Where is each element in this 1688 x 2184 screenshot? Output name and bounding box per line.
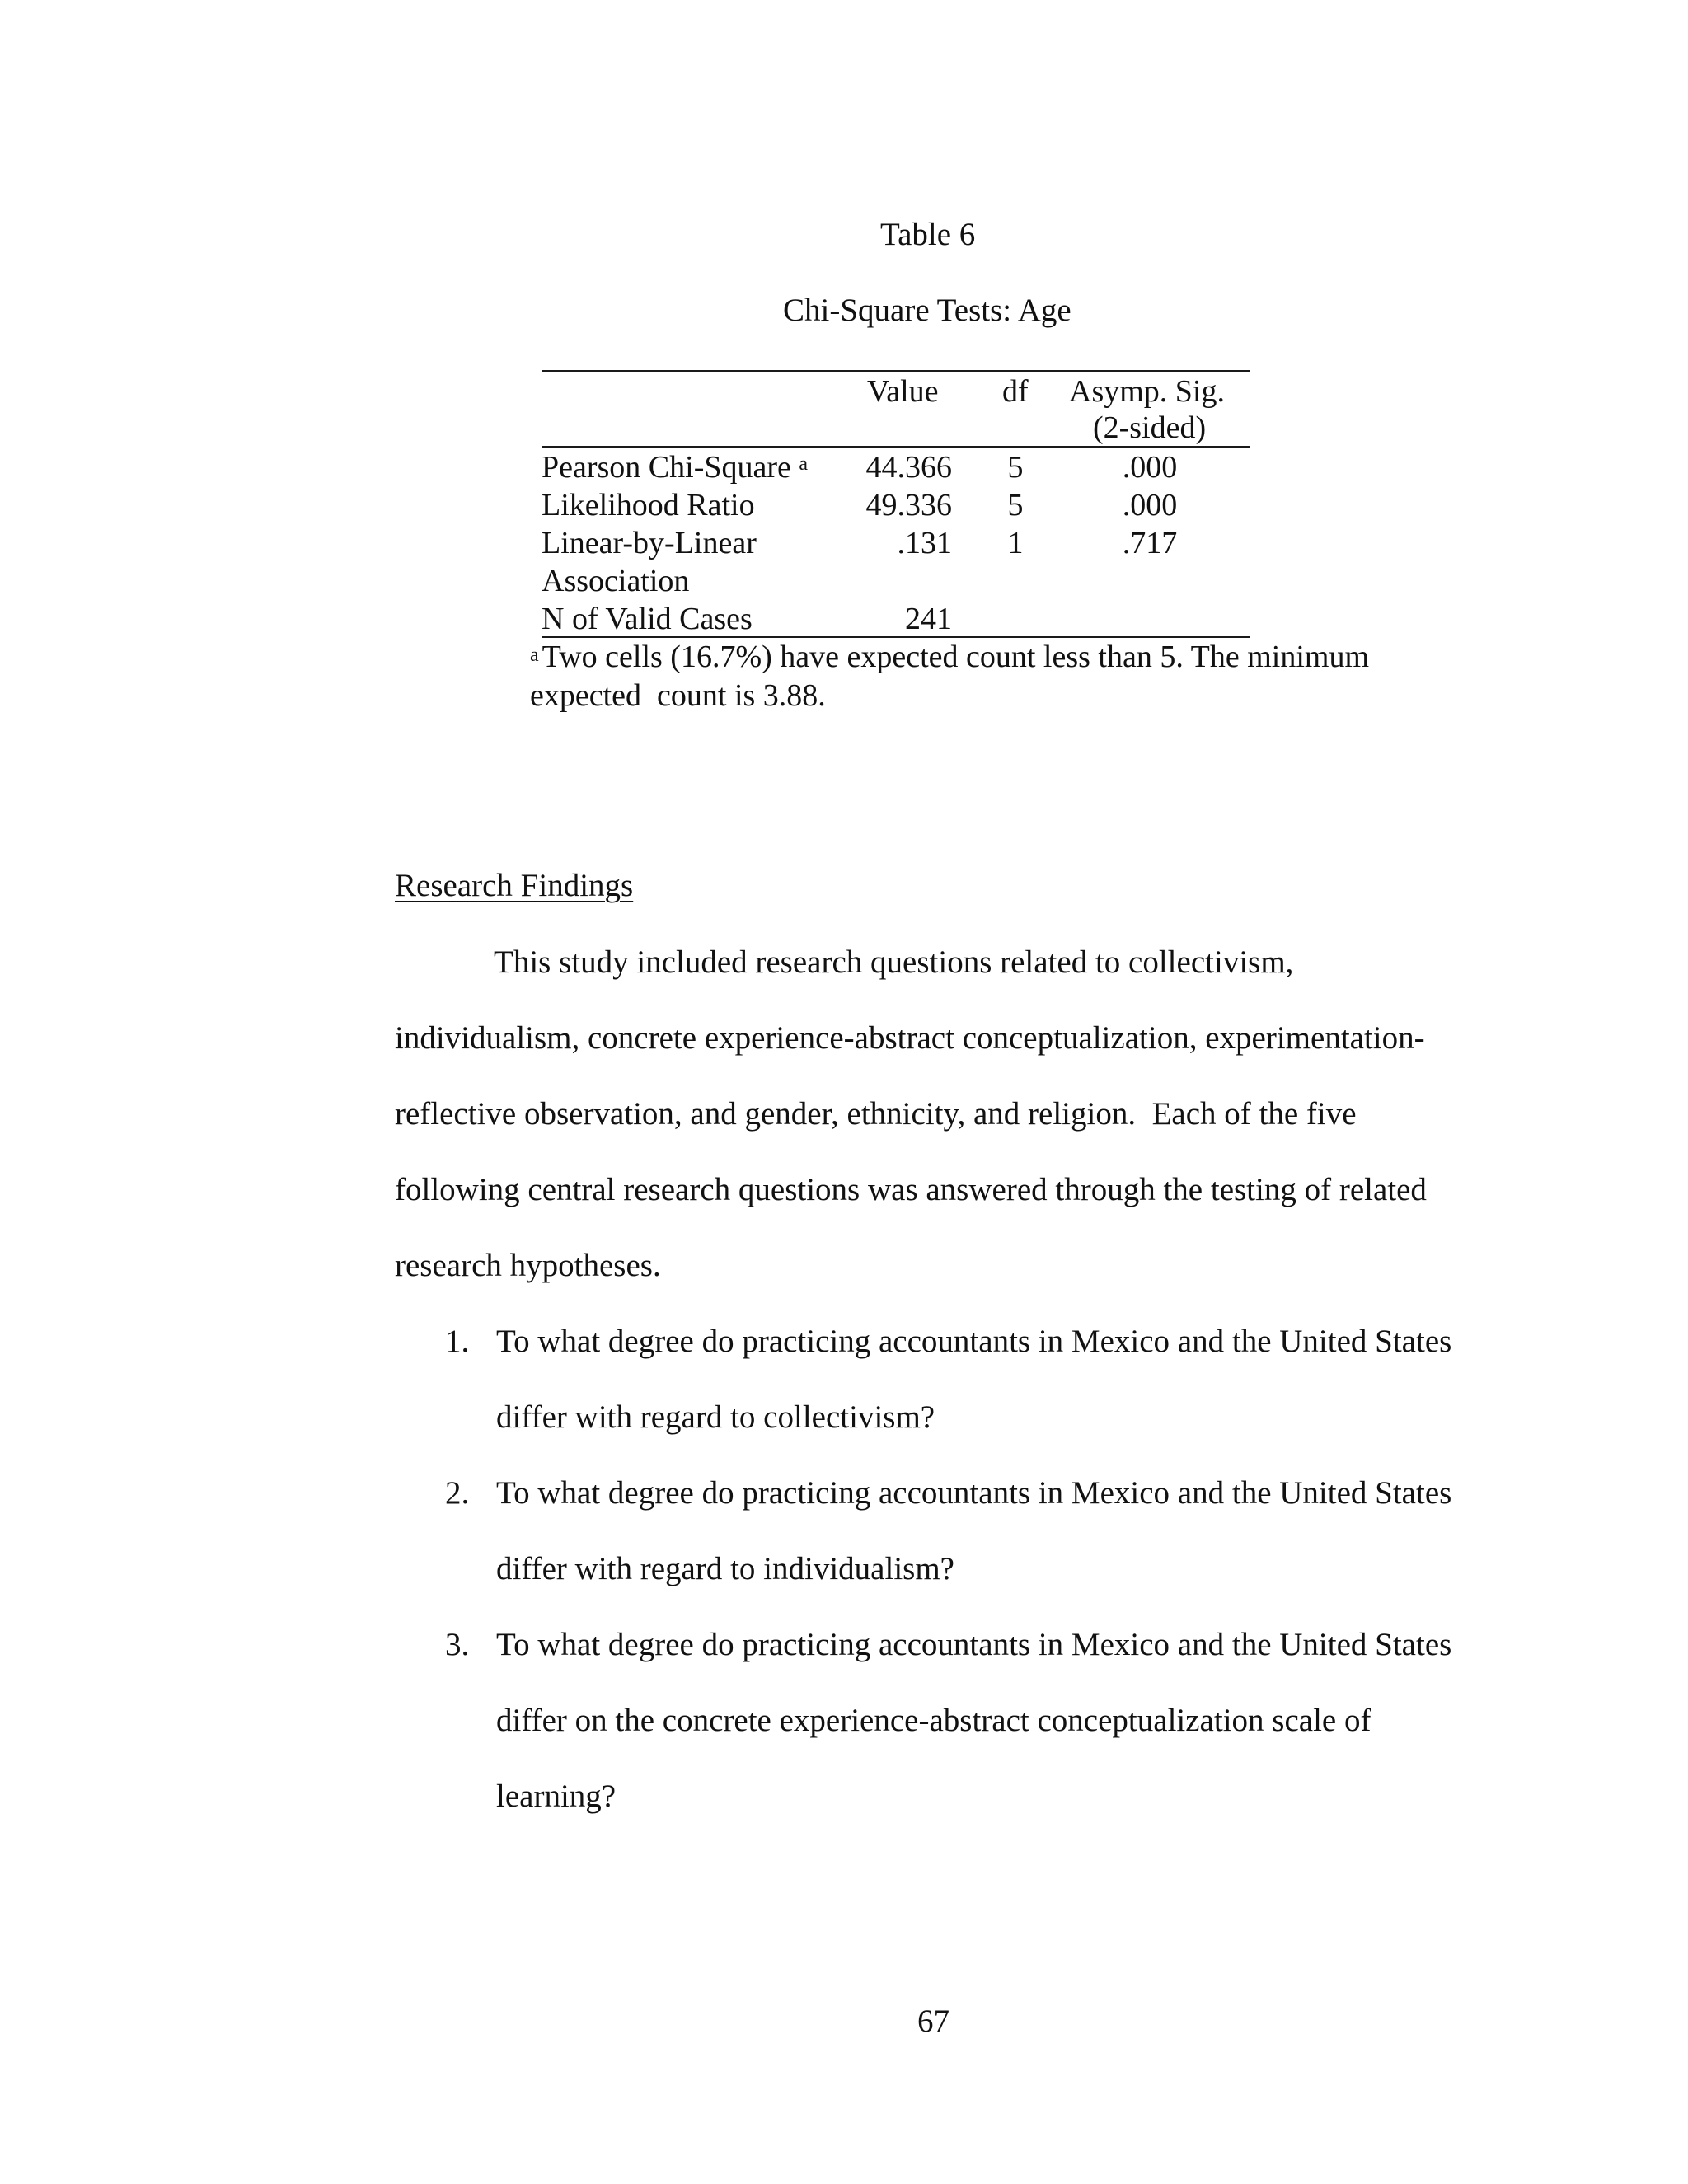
footnote-line2: expected count is 3.88. bbox=[530, 678, 826, 713]
list-item-line: differ on the concrete experience-abstract conceptualization scale of bbox=[496, 1703, 1372, 1738]
table-cell-df: 1 bbox=[1007, 526, 1024, 560]
table-top-rule bbox=[542, 370, 1250, 372]
table-cell-value: 241 bbox=[905, 602, 952, 636]
table-footnote bbox=[530, 638, 1437, 715]
list-item-line: differ with regard to individualism? bbox=[496, 1551, 954, 1586]
table-row-label bbox=[542, 448, 808, 486]
header-sig-line2: (2-sided) bbox=[1093, 410, 1207, 445]
table-cell-df: 5 bbox=[1007, 450, 1024, 485]
list-item bbox=[445, 1469, 1475, 1620]
table-header-rule bbox=[542, 446, 1250, 448]
table-title: Chi-Square Tests: Age bbox=[783, 293, 1071, 328]
list-item-number: 3. bbox=[445, 1627, 470, 1662]
list-item bbox=[445, 1620, 1475, 1848]
table-row-label: Likelihood Ratio bbox=[542, 488, 755, 523]
table-row-label: N of Valid Cases bbox=[542, 602, 753, 636]
list-item-line: learning? bbox=[496, 1779, 617, 1814]
header-df: df bbox=[1002, 374, 1029, 409]
table-cell-sig: .000 bbox=[1122, 488, 1178, 523]
list-item-number: 2. bbox=[445, 1475, 470, 1511]
section-heading: Research Findings bbox=[395, 868, 634, 903]
table-cell-df: 5 bbox=[1007, 488, 1024, 523]
list-item-line: differ with regard to collectivism? bbox=[496, 1399, 935, 1435]
row-label-text: Pearson Chi-Square bbox=[542, 450, 791, 485]
table-row-label-cont: Association bbox=[542, 564, 690, 598]
list-item-line: To what degree do practicing accountants in Mexico and the United States bbox=[496, 1324, 1452, 1359]
footnote-mark: a bbox=[530, 644, 539, 666]
table-cell-sig: .717 bbox=[1122, 526, 1178, 560]
paragraph-line: individualism, concrete experience-abstract conceptualization, experimentation- bbox=[395, 1020, 1425, 1056]
table-cell-sig: .000 bbox=[1122, 450, 1178, 485]
table-cell-value: 44.366 bbox=[865, 450, 952, 485]
header-value: Value bbox=[867, 374, 939, 409]
paragraph-line: This study included research questions related to collectivism, bbox=[494, 944, 1294, 980]
paragraph-line: following central research questions was answered through the testing of related bbox=[395, 1172, 1427, 1207]
header-sig-line1: Asymp. Sig. bbox=[1069, 374, 1225, 409]
table-label: Table 6 bbox=[880, 217, 976, 252]
list-item bbox=[445, 1317, 1475, 1469]
paragraph-line: research hypotheses. bbox=[395, 1248, 661, 1283]
table-cell-value: .131 bbox=[897, 526, 952, 560]
table-row-label: Linear-by-Linear bbox=[542, 526, 757, 560]
footnote-line1: Two cells (16.7%) have expected count less than 5. The minimum bbox=[542, 640, 1370, 674]
body-paragraph bbox=[395, 938, 1466, 1317]
research-questions-list bbox=[445, 1317, 1475, 1848]
list-item-line: To what degree do practicing accountants in Mexico and the United States bbox=[496, 1627, 1452, 1662]
footnote-mark: a bbox=[799, 453, 809, 475]
page-number: 67 bbox=[917, 2004, 950, 2039]
list-item-number: 1. bbox=[445, 1324, 470, 1359]
paragraph-line: reflective observation, and gender, ethnicity, and religion. Each of the five bbox=[395, 1096, 1357, 1132]
table-cell-value: 49.336 bbox=[865, 488, 952, 523]
list-item-line: To what degree do practicing accountants in Mexico and the United States bbox=[496, 1475, 1452, 1511]
